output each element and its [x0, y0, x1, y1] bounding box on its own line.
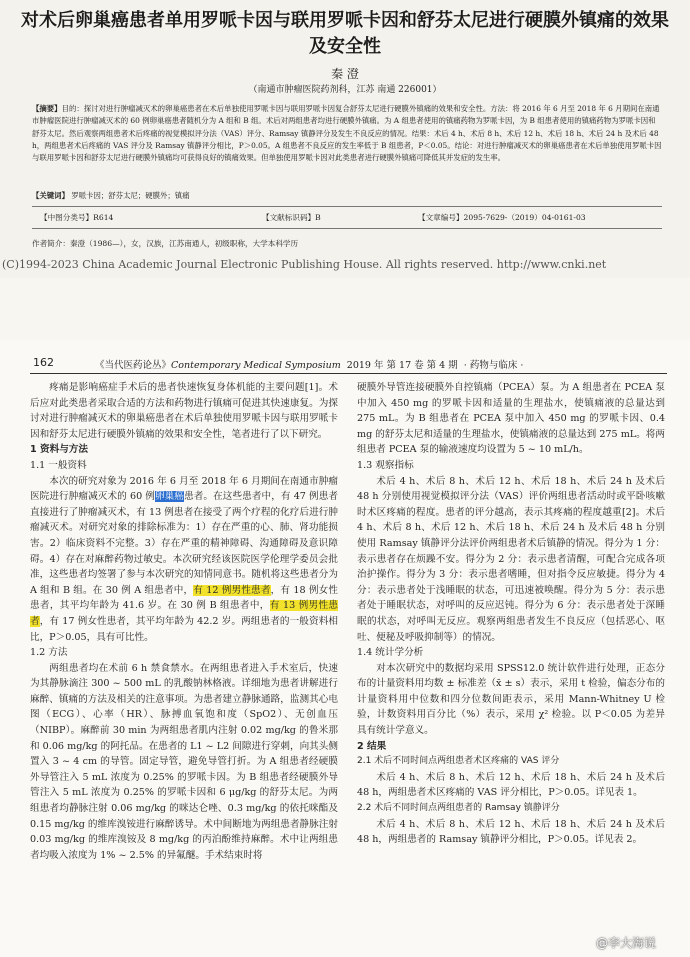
journal-name-cn: 《当代医药论丛》: [95, 360, 172, 371]
results-paragraph: 术后 4 h、术后 8 h、术后 12 h、术后 18 h、术后 24 h 及术后 48 h，两组患者的 Ramsay 镇静评分相比，P＞0.05。详见表 2。: [357, 818, 665, 846]
abstract-label: 【摘要】: [32, 104, 62, 113]
subsection-heading: 1.3 观察指标: [357, 459, 414, 471]
subsection-heading: 1.1 一般资料: [30, 459, 87, 471]
subsection-heading: 1.4 统计学分析: [357, 647, 424, 659]
abstract: [32, 103, 662, 164]
document-code: 【文献标识码】B: [262, 213, 321, 222]
running-header: [95, 357, 523, 371]
keywords-label: 【关键词】: [32, 191, 69, 200]
text-span: ，有 17 例女性患者，其平均年龄为 42.2 岁。两组患者的一般资料相比，P＞0.05，具有可比性。: [30, 615, 338, 643]
paper-title: 对术后卵巢癌患者单用罗哌卡因与联用罗哌卡因和舒芬太尼进行硬膜外镇痛的效果及安全性: [21, 10, 669, 57]
left-column: [30, 380, 338, 863]
subsection-heading: 1.2 方法: [30, 647, 68, 659]
divider: [32, 228, 662, 229]
page-number: 162: [33, 356, 54, 369]
header-rule: [30, 373, 667, 374]
page-gap: [0, 278, 690, 340]
section-name: · 药物与临床 ·: [463, 360, 524, 371]
section-heading: 1 资料与方法: [30, 444, 88, 456]
highlighted-text: 有 12 例男性患者: [193, 584, 271, 596]
intro-paragraph: 疼痛是影响癌症手术后的患者快速恢复身体机能的主要问题[1]。术后应对此类患者采取合适的方法和药物进行镇痛可促进其快速康复。为探讨对进行肿瘤减灭术的卵巢癌患者在术后单独使用罗哌卡因与联用罗哌卡因和舒芬太尼进行硬膜外镇痛的效果和安全性，笔者进行了以下研究。: [30, 382, 338, 440]
issue-info: 2019 年 第 17 卷 第 4 期: [346, 360, 458, 371]
text-span: 本次的研究对象为 2016 年 6 月至 2018 年 6 月期间在南通市肿瘤医院进行肿瘤减灭术的 60 例: [30, 475, 338, 503]
methods-continued-paragraph: 硬膜外导管连接硬膜外自控镇痛（PCEA）泵。为 A 组患者在 PCEA 泵中加入 450 mg 的罗哌卡因和适量的生理盐水，使镇痛液的总量达到 275 mL。为 B 组患者在 PCEA 泵中加入 450 mg 的罗哌卡因、0.4 mg 的舒芬太尼和适量的生理盐水，使镇痛液的总量达到 275 mL。将两组患者 PCEA 泵的输液速度均设置为 5 ~ 10 mL/h。: [357, 382, 665, 456]
indicators-paragraph: 术后 4 h、术后 8 h、术后 12 h、术后 18 h、术后 24 h 及术后 48 h 分别使用视觉模拟评分法（VAS）评价两组患者活动时或平卧咳嗽时术区疼痛的程度。患者的评分越高，表示其疼痛的程度越重[2]。术后 4 h、术后 8 h、术后 12 h、术后 18 h、术后 24 h 及术后 48 h 分别使用 Ramsay 镇静评分法评价两组患者术后镇静的情况。得分为 1 分：表示患者存在烦躁不安。得分为 2 分：表示患者清醒，可配合完成各项治护操作。得分为 3 分：表示患者嗜睡，但对指令反应敏捷。得分为 4 分：表示患者处于浅睡眠的状态，可迅速被唤醒。得分为 5 分：表示患者处于睡眠状态，对呼叫的反应迟钝。得分为 6 分：表示患者处于深睡眠的状态，对呼叫无反应。观察两组患者发生不良反应（包括恶心、呕吐、便秘及呼吸抑制等）的情况。: [357, 475, 665, 643]
copyright-line: (C)1994-2023 China Academic Journal Electronic Publishing House. All rights reserved. http://www.cnki.net: [2, 258, 607, 271]
author-info: 作者简介：秦澄（1986—），女，汉族，江苏南通人，初级职称，大学本科学历: [32, 239, 299, 248]
author-name: 秦 澄: [331, 67, 359, 81]
statistics-paragraph: 对本次研究中的数据均采用 SPSS12.0 统计软件进行处理，正态分布的计量资料用均数 ± 标准差（x̄ ± s）表示，采用 t 检验，偏态分布的计量资料用中位数和四分位数间距表示，采用 Mann-Whitney U 检验，计数资料用百分比（%）表示，采用 χ² 检验。以 P＜0.05 为差异具有统计学意义。: [357, 662, 665, 737]
subsection-heading: 2.2 术后不同时间点两组患者的 Ramsay 镇静评分: [357, 803, 560, 814]
keywords-line: [32, 190, 662, 201]
journal-name-en: Contemporary Medical Symposium: [171, 360, 341, 371]
section-heading: 2 结果: [357, 740, 387, 752]
subsection-heading: 2.1 术后不同时间点两组患者术区疼痛的 VAS 评分: [357, 756, 560, 767]
results-paragraph: 术后 4 h、术后 8 h、术后 12 h、术后 18 h、术后 24 h 及术后 48 h，两组患者术区疼痛的 VAS 评分相比，P＞0.05。详见表 1。: [357, 771, 665, 799]
methods-paragraph: 两组患者均在术前 6 h 禁食禁水。在两组患者进入手术室后，快速为其静脉滴注 300 ~ 500 mL 的乳酸钠林格液。详细地为患者讲解进行麻醉、镇痛的方法及相关的注意事项。为患者建立静脉通路，监测其心电图（ECG）、心率（HR）、脉搏血氧饱和度（SpO2）、无创血压（NIBP）。麻醉前 30 min 为两组患者肌内注射 0.02 mg/kg 的鲁米那和 0.06 mg/kg 的阿托品。在患者的 L1 ~ L2 间隙进行穿刺，向其头侧置入 3 ~ 4 cm 的导管。固定导管，避免导管打折。为 A 组患者经硬膜外导管注入 5 mL 浓度为 0.25% 的罗哌卡因。为 B 组患者经硬膜外导管注入 5 mL 浓度为 0.25% 的罗哌卡因和 6 μg/kg 的舒芬太尼。为两组患者均静脉注射 0.06 mg/kg 的咪达仑唑、0.3 mg/kg 的依托咪酯及 0.15 mg/kg 的维库溴铵进行麻醉诱导。术中间断地为两组患者静脉注射 0.03 mg/kg 的维库溴铵及 8 mg/kg 的丙泊酚维持麻醉。术中让两组患者均吸入浓度为 1% ~ 2.5% 的异氟醚。手术结束时将: [30, 662, 338, 861]
keywords-text: 罗哌卡因；舒芬太尼；硬膜外；镇痛: [71, 191, 190, 200]
general-data-paragraph: [30, 474, 338, 646]
divider: [32, 206, 662, 207]
highlighted-text: 卵巢癌: [155, 491, 185, 503]
text-span: 患者。在这些患者中，有 47 例患者直接进行了肿瘤减灭术，有 13 例患者在接受了两个疗程的化疗后进行肿瘤减灭术。对研究对象的排除标准为：1）存在严重的心、肺、肾功能损害。2）临床资料不完整。3）存在严重的精神障碍、沟通障碍及意识障碍。4）存在对麻醉药物过敏史。本次研究经该医院医学伦理学委员会批准，这些患者均签署了参与本次研究的知情同意书。随机将这些患者分为 A 组和 B 组。在 30 例 A 组患者中，: [30, 491, 339, 596]
watermark: @李大海说: [596, 936, 657, 950]
right-column: [357, 380, 665, 848]
classification-number: 【中图分类号】R614: [40, 213, 114, 222]
author-affiliation: （南通市肿瘤医院药剂科，江苏 南通 226001）: [248, 85, 442, 95]
paper-first-page-fragment: [0, 0, 690, 278]
text-span: ，有 18 例女性患者，其平均年龄为 41.6 岁。在 30 例 B 组患者中，: [30, 584, 338, 612]
article-number: 【文章编号】2095-7629-（2019）04-0161-03: [418, 213, 586, 222]
abstract-text: 目的：探讨对进行肿瘤减灭术的卵巢癌患者在术后单独使用罗哌卡因与联用罗哌卡因复合舒芬太尼进行硬膜外镇痛的效果和安全性。方法：将 2016 年 6 月至 2018 年 6 月期间在南通市肿瘤医院进行肿瘤减灭术的 60 例卵巢癌患者随机分为 A 组和 B 组。术后对两组患者均进行硬膜外镇痛。为 A 组患者使用的镇痛药物为罗哌卡因，为 B 组患者使用的镇痛药物为罗哌卡因和舒芬太尼。然后观察两组患者术后疼痛的视觉模拟评分法（VAS）评分、Ramsay 镇静评分及发生不良反应的情况。结果：术后 4 h、术后 8 h、术后 12 h、术后 18 h、术后 24 h 及术后 48 h，两组患者术后疼痛的 VAS 评分及 Ramsay 镇静评分相比，P＞0.05。A 组患者不良反应的发生率低于 B 组患者，P＜0.05。结论：对进行肿瘤减灭术的卵巢癌患者在术后单独使用罗哌卡因与联用罗哌卡因和舒芬太尼进行硬膜外镇痛均可获得良好的镇痛效果。但单独使用罗哌卡因对此类患者进行硬膜外镇痛可降低其并发症的发生率。: [32, 104, 662, 163]
highlighted-text: 有 13 例男性患者: [30, 600, 339, 627]
